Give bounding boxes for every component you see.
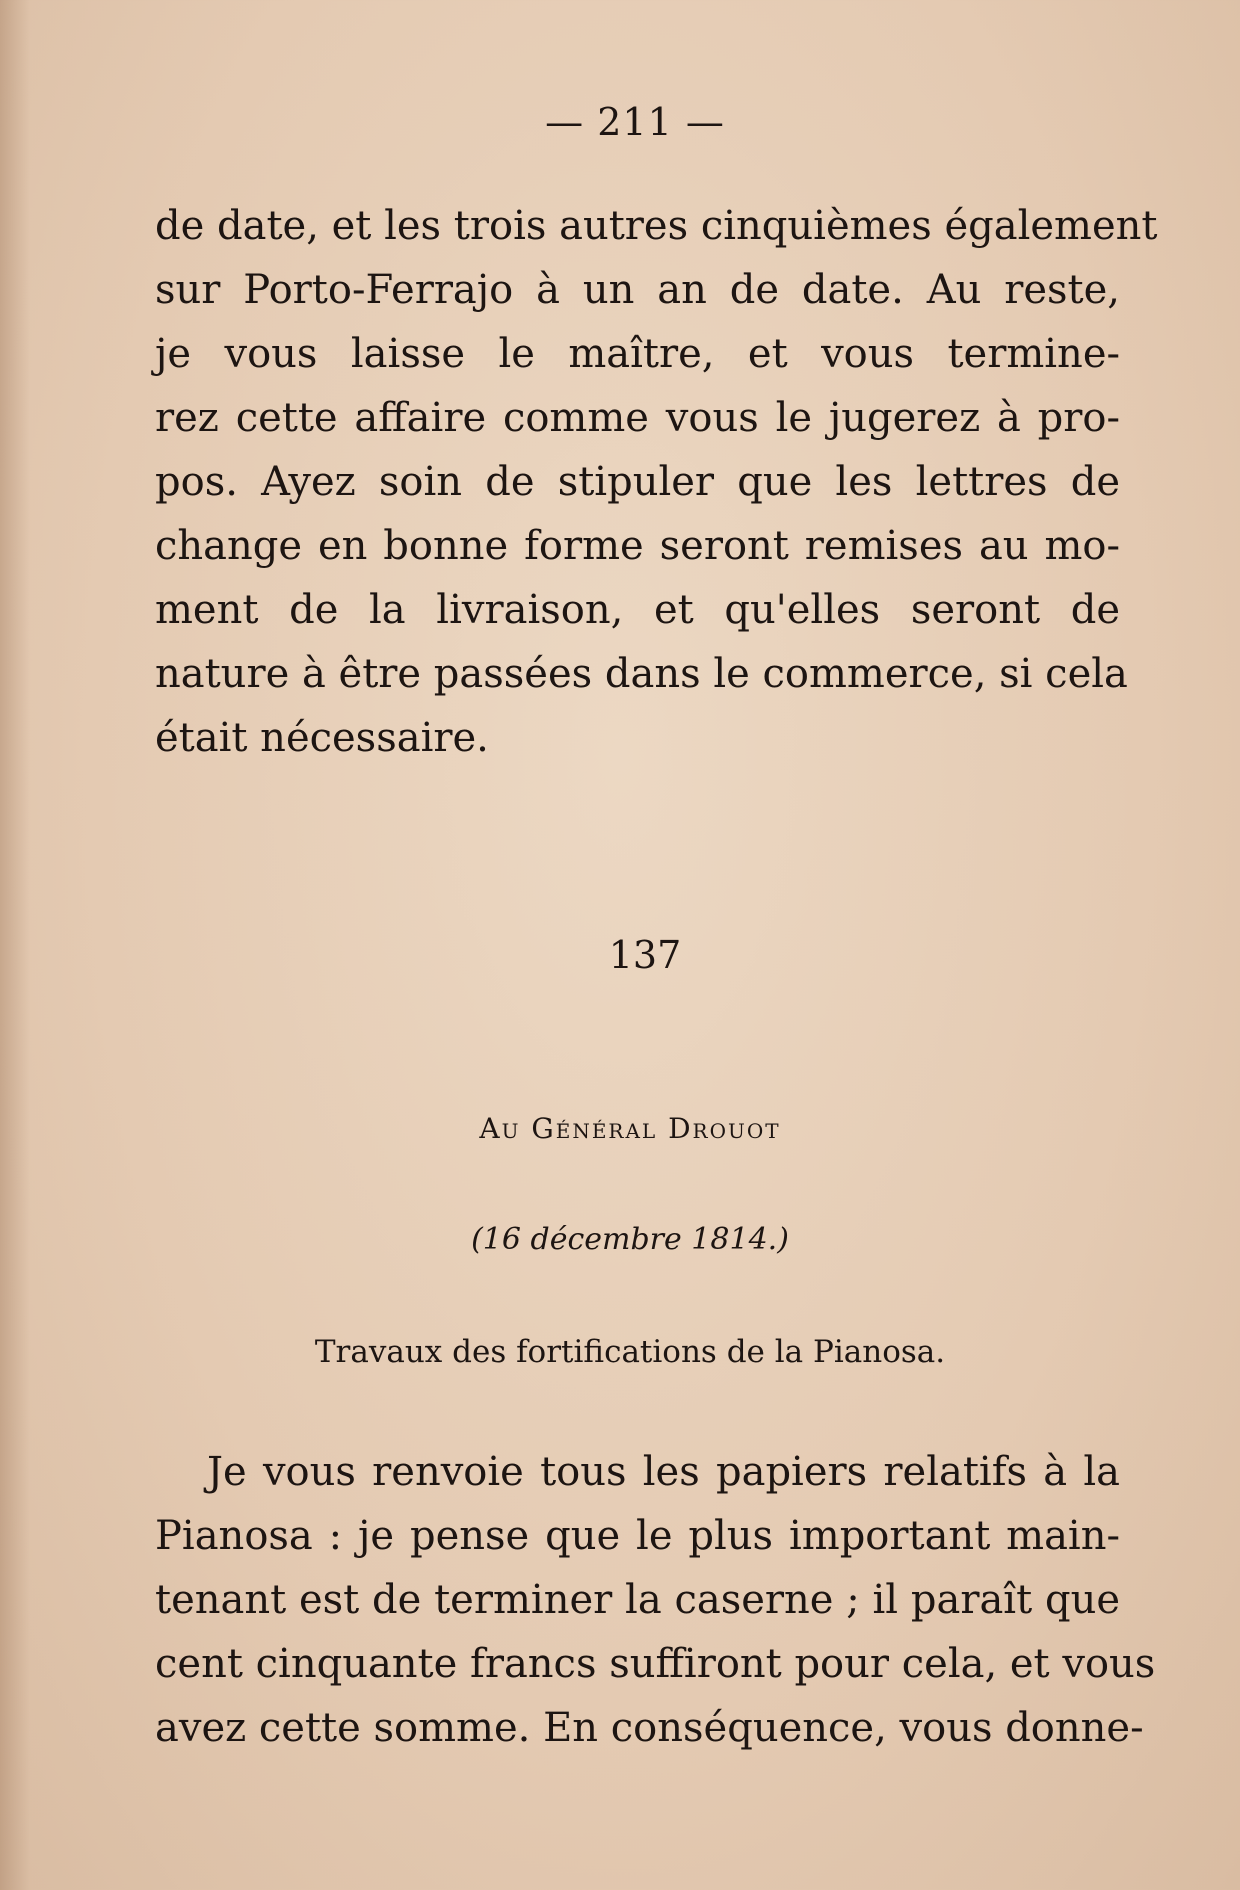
text-line: nature à être passées dans le commerce, si cela (155, 651, 1128, 697)
bottom-paragraph (155, 1440, 1156, 1760)
text-line: je vous laisse le maître, et vous termine- (155, 331, 1120, 377)
text-line: était nécessaire. (155, 715, 489, 761)
letter-date: (16 décembre 1814.) (471, 1222, 789, 1257)
text-line: tenant est de terminer la caserne ; il paraît que (155, 1577, 1120, 1623)
page-number: — 211 — (545, 100, 725, 144)
text-line: Pianosa : je pense que le plus important main- (155, 1513, 1120, 1559)
text-line: rez cette affaire comme vous le jugerez à pro- (155, 395, 1120, 441)
text-line: sur Porto-Ferrajo à un an de date. Au reste, (155, 267, 1120, 313)
text-line: de date, et les trois autres cinquièmes également (155, 203, 1158, 249)
letter-number: 137 (608, 933, 682, 977)
text-line: cent cinquante francs suffiront pour cela, et vous (155, 1641, 1156, 1687)
top-paragraph (155, 194, 1158, 770)
letter-summary: Travaux des fortifications de la Pianosa. (314, 1334, 946, 1370)
text-line: avez cette somme. En conséquence, vous donne- (155, 1705, 1144, 1751)
text-line: pos. Ayez soin de stipuler que les lettres de (155, 459, 1120, 505)
text-line: ment de la livraison, et qu'elles seront de (155, 587, 1120, 633)
text-line: change en bonne forme seront remises au mo- (155, 523, 1120, 569)
text-line: Je vous renvoie tous les papiers relatifs à la (207, 1449, 1120, 1495)
letter-addressee: Au Général Drouot (479, 1112, 781, 1145)
